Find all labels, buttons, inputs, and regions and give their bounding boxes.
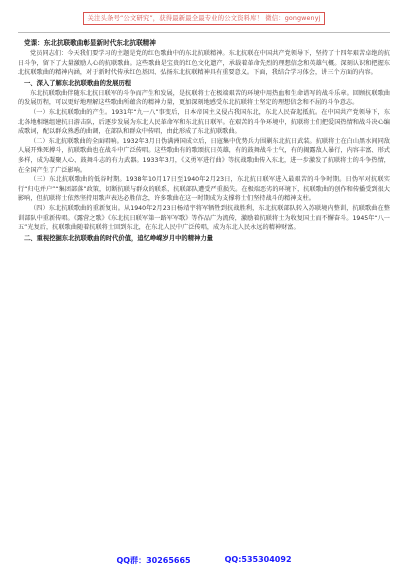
paragraph: （二）东北抗联歌曲的全面唱响。1932年3月日伪满洲国成立后，日寇集中优势兵力围剿东北抗日武装。抗联将士在白山黑水间同敌人展开殊死搏斗，抗联歌曲也在战斗中广泛传唱。这些歌曲有的歌颂抗日英雄，有的鼓舞战斗士气，有的揭露敌人暴行，内容丰富、形式多样，成为凝聚人心、鼓舞斗志的有力武器。1933年3月，《义勇军进行曲》等抗战歌曲传入东北，进一步激发了抗联将士的斗争热情，在全国产生了广泛影响。 [18, 137, 390, 174]
paragraph: （一）东北抗联歌曲的产生。1931年“九一八”事变后，日本帝国主义侵占我国东北，东北人民奋起抵抗。在中国共产党领导下，东北各地相继组建抗日游击队，后逐步发展为东北人民革命军和东北抗日联军。在艰苦的斗争环境中，抗联将士们把爱国热情和战斗决心编成歌词，配以群众熟悉的曲调，在部队和群众中传唱，由此形成了东北抗联歌曲。 [18, 108, 390, 136]
document-body [18, 38, 390, 548]
qq-group-number: QQ群：30265665 [116, 556, 191, 565]
header [0, 12, 408, 25]
footer [0, 555, 408, 566]
paragraph: （四）东北抗联歌曲的重新复出。从1940年2月23日杨靖宇将军牺牲到抗战胜利，东北抗联部队转入苏联境内整训，抗联歌曲在整训部队中重新传唱。《露营之歌》《东北抗日联军第一路军军歌》等作品广为流传，激励着抗联将士为收复国土而不懈奋斗。1945年“八一五”光复后，抗联歌曲随着抗联将士回到东北，在东北人民中广泛传唱，成为东北人民永远的精神财富。 [18, 204, 390, 232]
promo-banner: 关注头条号“公文研究”，获得最新最全最专业的公文资料库！ 微信：gongwenyj [83, 12, 326, 25]
paragraph: 党员同志们：今天我们要学习的主题是党的红色歌曲中的东北抗联精神。东北抗联在中国共产党领导下，坚持了十四年艰苦卓绝的抗日斗争，留下了大量激励人心的抗联歌曲。这些歌曲是宝贵的红色文化遗产，承载着革命先烈的理想信念和英雄气概。深刻认识和把握东北抗联歌曲的精神内涵，对于新时代传承红色基因、弘扬东北抗联精神具有重要意义。下面，我结合学习体会，讲三个方面的内容。 [18, 50, 390, 77]
paragraph: （三）东北抗联歌曲的低谷时期。1938年10月17日至1940年2月23日，东北抗日联军进入最艰苦的斗争时期。日伪军对抗联实行“归屯并户”“集团部落”政策，切断抗联与群众的联系，抗联部队遭受严重损失。在极端恶劣的环境下，抗联歌曲的创作和传播受到很大影响，但抗联将士依然坚持用歌声表达必胜信念，许多歌曲在这一时期成为支撑将士们坚持战斗的精神支柱。 [18, 176, 390, 203]
paragraph: 东北抗联歌曲伴随东北抗日联军的斗争而产生和发展，是抗联将士在极端艰苦的环境中用热血和生命谱写的战斗乐章。回顾抗联歌曲的发展历程，可以更好地理解这些歌曲所蕴含的精神力量，更加深刻地感受东北抗联将士坚定的理想信念和不屈的斗争意志。 [18, 89, 390, 107]
section-heading: 二、重视挖掘东北抗联歌曲的时代价值，追忆峥嵘岁月中的精神力量 [24, 234, 213, 242]
header-divider [18, 32, 390, 33]
qq-number: QQ:535304092 [224, 555, 292, 564]
section-heading: 一、深入了解东北抗联歌曲的发展历程 [24, 79, 132, 87]
document-title: 党课：东北抗联歌曲彰显新时代东北抗联精神 [24, 39, 156, 47]
